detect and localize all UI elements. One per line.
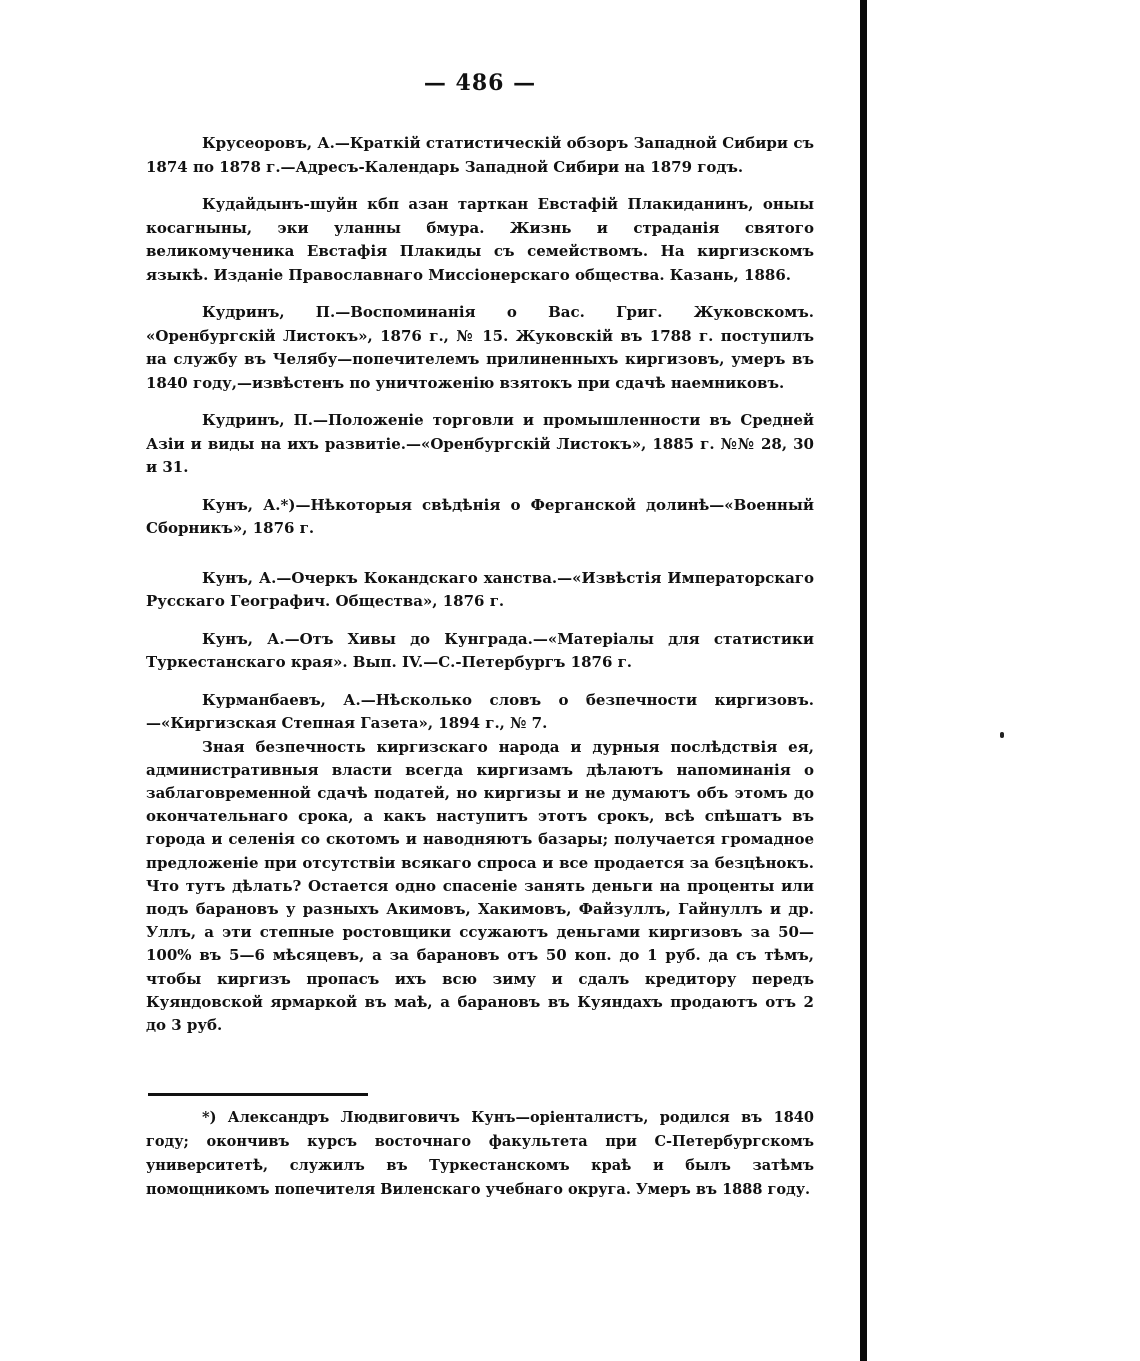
bibliography-entry: Крусеоровъ, А.—Краткій статистическій обзоръ Западной Сибири съ 1874 по 1878 г.—Адресъ-Календарь Западной Сибири на 1879 годъ. xyxy=(146,134,814,176)
bibliography-entry: Кудринъ, П.—Воспоминанія о Вас. Григ. Жуковскомъ. «Оренбургскій Листокъ», 1876 г., № 15. Жуковскій въ 1788 г. поступилъ на службу въ Челябу—попечителемъ прилиненныхъ киргизовъ, умеръ въ 1840 году,—извѣстенъ по уничтоженію взятокъ при сдачѣ наемниковъ. xyxy=(146,303,814,392)
bibliography-entries xyxy=(146,132,814,1037)
footnote: *) Александръ Людвиговичъ Кунъ—оріенталистъ, родился въ 1840 году; окончивъ курсъ восточнаго факультета при С-Петербургскомъ университетѣ, служилъ въ Туркестанскомъ краѣ и былъ затѣмъ помощникомъ попечителя Виленскаго учебнаго округа. Умеръ въ 1888 году. xyxy=(146,1109,814,1198)
bibliography-entry: Кудайдынъ-шуйн кбп азан тарткан Евстафій Плакиданинъ, оныы косагныны, эки уланны бмура. Жизнь и страданія святого великомученика Евстафія Плакиды съ семействомъ. На киргизскомъ языкѣ. Изданіе Православнаго Миссіонерскаго общества. Казань, 1886. xyxy=(146,195,814,284)
bibliography-entry: Курманбаевъ, А.—Нѣсколько словъ о безпечности киргизовъ.—«Киргизская Степная Газета», 1894 г., № 7. xyxy=(146,690,814,732)
bibliography-entry: Кунъ, А.*)—Нѣкоторыя свѣдѣнія о Ферганской долинѣ—«Военный Сборникъ», 1876 г. xyxy=(146,495,814,537)
bibliography-entry: Кунъ, А.—Отъ Хивы до Кунграда.—«Матеріалы для статистики Туркестанскаго края». Вып. IV.—С.-Петербургъ 1876 г. xyxy=(146,629,814,671)
page-binding-edge xyxy=(860,0,867,1361)
bibliography-entry: Кудринъ, П.—Положеніе торговли и промышленности въ Средней Азіи и виды на ихъ развитіе.—«Оренбургскій Листокъ», 1885 г. №№ 28, 30 и 31. xyxy=(146,411,814,476)
page-number: — 486 — xyxy=(423,70,537,96)
scan-speck xyxy=(1000,732,1004,738)
entry-annotation: Зная безпечность киргизскаго народа и дурныя послѣдствія ея, административныя власти всегда киргизамъ дѣлаютъ напоминанія о заблаговременной сдачѣ податей, но киргизы и не думаютъ объ этомъ до окончательнаго срока, а какъ наступитъ этотъ срокъ, всѣ спѣшатъ въ города и селенія со скотомъ и наводняютъ базары; получается громадное предложеніе при отсутствіи всякаго спроса и все продается за безцѣнокъ. Что тутъ дѣлать? Остается одно спасеніе занять деньги на проценты или подъ барановъ у разныхъ Акимовъ, Хакимовъ, Файзуллъ, Гайнуллъ и др. Уллъ, а эти степные ростовщики ссужаютъ деньгами киргизовъ за 50—100% въ 5—6 мѣсяцевъ, а за барановъ отъ 50 коп. до 1 руб. да съ тѣмъ, чтобы киргизъ пропасъ ихъ всю зиму и сдалъ кредитору передъ Куяндовской ярмаркой въ маѣ, а барановъ въ Куяндахъ продаютъ отъ 2 до 3 руб. xyxy=(146,737,814,1034)
footnote-divider xyxy=(148,1093,368,1096)
bibliography-entry: Кунъ, А.—Очеркъ Кокандскаго ханства.—«Извѣстія Императорскаго Русскаго Географич. Общества», 1876 г. xyxy=(146,568,814,610)
